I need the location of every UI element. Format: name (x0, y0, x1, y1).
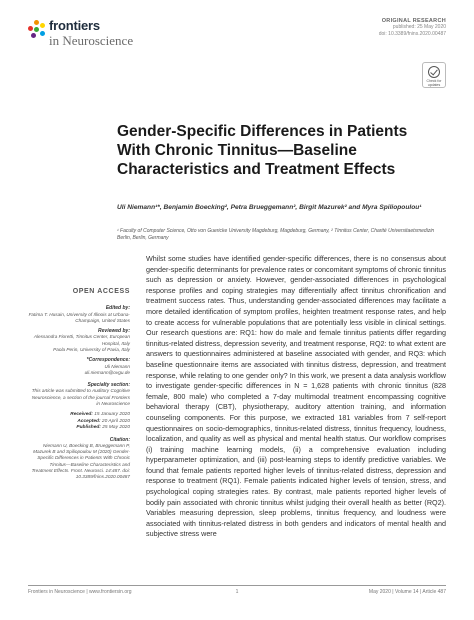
specialty-section-info: This article was submitted to Auditory Cognitive Neuroscience, a section of the journal Frontiers in Neuroscience (31, 388, 130, 406)
journal-logo[interactable] (28, 18, 148, 52)
page-footer (28, 585, 446, 595)
footer-issue-info: May 2020 | Volume 14 | Article 487 (368, 589, 446, 595)
received-date: Received: 15 January 2020 (70, 412, 130, 418)
check-for-updates-button[interactable] (422, 62, 446, 88)
citation-label: Citation: (109, 436, 130, 443)
doi-link[interactable]: doi: 10.3389/fnins.2020.00487 (378, 31, 446, 37)
article-dates (28, 412, 130, 432)
correspondence-label: *Correspondence: (86, 357, 130, 364)
page-number: 1 (235, 589, 239, 595)
citation-text: Niemann U, Boecking B, Brueggemann P, Mazurek B and Spiliopoulou M (2020) Gender-Specific Differences in Patients With Chronic Tinnitus—Baseline Characteristics and Treatment Effects. Front. Neurosci. 14:487. doi: 10.3389/fnins.2020.00487 (31, 443, 130, 480)
published-date: published: 25 May 2020 (392, 24, 446, 30)
editor-info: Fatima T. Husain, University of Illinois at Urbana-Champaign, United States (28, 311, 130, 323)
reviewed-by-label: Reviewed by: (98, 327, 130, 334)
footer-journal-link[interactable]: Frontiers in Neuroscience | www.frontiersin.org (28, 589, 132, 595)
accepted-date: Accepted: 20 April 2020 (77, 418, 130, 424)
affiliations: ¹ Faculty of Computer Science, Otto von Guericke University Magdeburg, Magdeburg, Germany, ² Tinnitus Center, Charité Universitaetsmedizin Berlin, Berlin, Germany (117, 228, 435, 241)
edited-by-label: Edited by: (105, 305, 130, 311)
article-meta (296, 18, 446, 38)
author-list: Uli Niemann¹*, Benjamin Boecking², Petra Brueggemann², Birgit Mazurek² and Myra Spiliopoulou¹ (117, 204, 422, 211)
logo-text-journal: in Neuroscience (49, 33, 134, 48)
check-icon (428, 66, 440, 78)
specialty-section-label: Specialty section: (87, 381, 130, 388)
logo-text-frontiers: frontiers (49, 18, 100, 33)
open-access-label: OPEN ACCESS (72, 288, 130, 295)
article-type: ORIGINAL RESEARCH (381, 18, 446, 24)
check-updates-label: Check for updates (426, 79, 442, 87)
frontiers-logo-icon (28, 20, 46, 38)
article-sidebar (28, 288, 130, 480)
article-title: Gender-Specific Differences in Patients With Chronic Tinnitus—Baseline Characteristics and Treatment Effects (117, 123, 408, 178)
correspondence-info[interactable]: Uli Niemann uli.niemann@ovgu.de (84, 363, 130, 375)
published-date-sidebar: Published: 25 May 2020 (76, 425, 130, 431)
abstract-text: Whilst some studies have identified gender-specific differences, there is no consensus about gender-specific determinants for prevalence rates or concomitant symptoms of chronic tinnitus such as depression or anxiety. However, gender-associated differences in psychological response profiles and coping strategies may differentially affect tinnitus chronification and treatment success rates. Thus, understanding gender-associated differences may facilitate a more detailed identification of symptom profiles, heighten treatment response rates, and help to create access for vulnerable populations that are potentially less visible in clinical settings. Our research questions are: RQ1: how do male and female tinnitus patients differ regarding tinnitus-related distress, depression severity, and treatment response, RQ2: to what extent are answers to questionnaires administered at baseline associated with gender, and RQ3: which baseline questionnaire items are associated with tinnitus distress, depression, and treatment response, while relating to one gender only? In this work, we present a data analysis workflow to investigate gender-specific differences in N = 1,628 patients with chronic tinnitus (828 female, 800 male) who completed a 7-day multimodal treatment encompassing cognitive behavioral therapy (CBT), physiotherapy, auditory attention training, and information counseling components. For this purpose, we extracted 181 variables from 7 self-report questionnaires on socio-demographics, tinnitus-related distress, tinnitus frequency, loudness, localization, and quality as well as physical and mental health status. Our workflow comprises (i) training machine learning models, (ii) a comprehensive evaluation including hyperparameter optimization, and (iii) post-learning steps to identify predictive variables. We found that female patients reported higher levels of tinnitus-related distress, depression and response to treatment (RQ1). Female patients indicated higher levels of tension, stress, and psychological coping strategies rates. By contrast, male patients reported higher levels of bodily pain associated with chronic tinnitus whilst judging their overall health as better (RQ2). Variables measuring depression, sleep problems, tinnitus frequency, and loudness were associated with tinnitus-related distress in both genders and indicators of mental health and subjective stress were (146, 254, 446, 539)
reviewer-info: Alessandra Fioretti, Tinnitus Center, European Hospital, Italy Paola Perin, University of Pavia, Italy (33, 334, 130, 352)
